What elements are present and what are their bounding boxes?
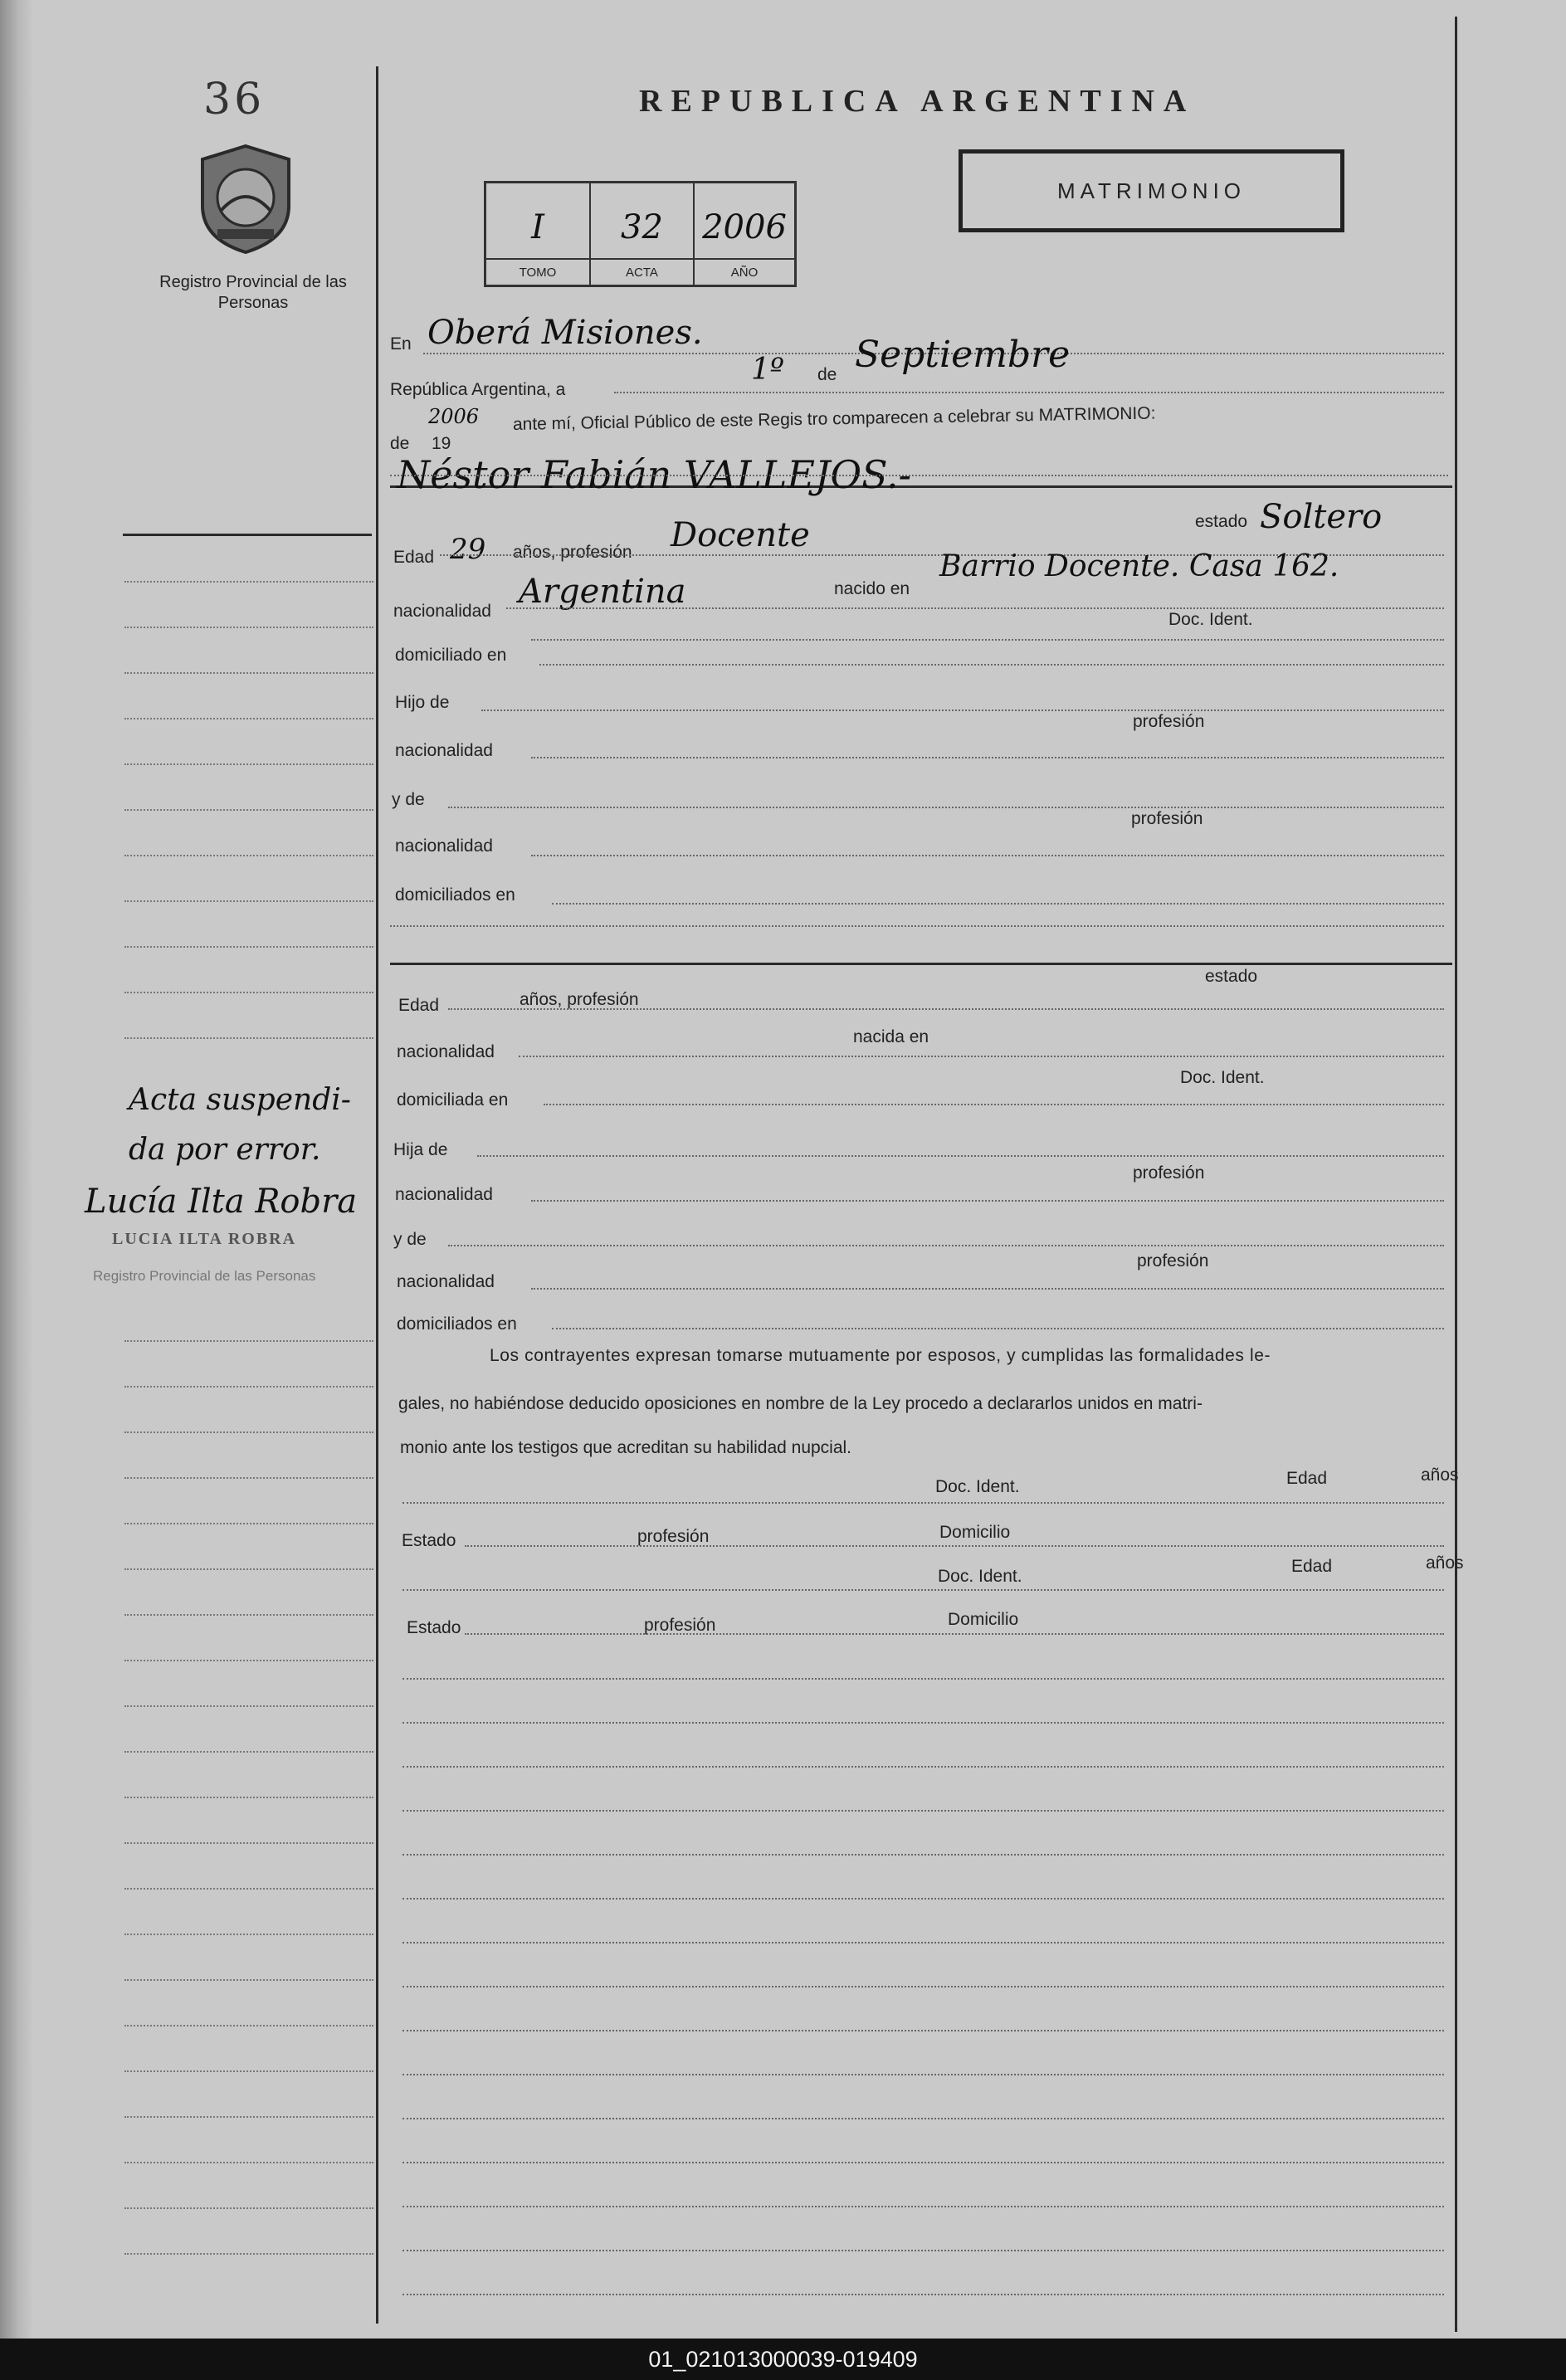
declaration-line-2: gales, no habiéndose deducido oposiciones en nombre de la Ley procedo a declararlos unidos en matri- <box>398 1394 1203 1413</box>
margin-line <box>124 1797 373 1798</box>
margin-line <box>124 2070 373 2072</box>
margin-note-line-1: Acta suspendi- <box>129 1083 351 1117</box>
page-number: 36 <box>203 75 266 124</box>
place-value: Oberá Misiones. <box>427 314 703 352</box>
margin-line <box>124 718 373 719</box>
groom-domiciliado-label: domiciliado en <box>395 646 507 665</box>
bride-nat3-line <box>531 1288 1444 1290</box>
margin-line <box>124 1037 373 1039</box>
right-border <box>1455 17 1457 2332</box>
tomo-cell <box>486 183 591 285</box>
bride-profesion-label: profesión <box>1133 1163 1205 1183</box>
binding-edge <box>0 0 32 2339</box>
blank-line <box>402 2250 1444 2251</box>
witness2-line <box>402 1589 1444 1591</box>
margin-line <box>124 946 373 948</box>
registry-name: Registro Provincial de las Personas <box>159 273 347 312</box>
record-type-box <box>959 149 1344 232</box>
witness2-anos-label: años <box>1426 1553 1464 1573</box>
groom-dom-line <box>539 664 1444 666</box>
bride-yde-line <box>448 1245 1444 1246</box>
groom-edad-label: Edad <box>393 548 435 567</box>
groom-doc-label: Doc. Ident. <box>1168 610 1253 629</box>
margin-line <box>124 1386 373 1388</box>
margin-line <box>124 1842 373 1844</box>
bride-nat-line <box>519 1056 1444 1057</box>
tomo-value: I <box>531 208 544 246</box>
bride-yde-label: y de <box>393 1230 427 1249</box>
margin-line <box>124 763 373 765</box>
name-line <box>390 475 1448 476</box>
blank-line <box>402 1678 1444 1680</box>
groom-birthplace: Barrio Docente. Casa 162. <box>939 549 1339 583</box>
acta-value: 32 <box>621 208 663 246</box>
de-label: de <box>817 365 837 384</box>
anio-value: 2006 <box>702 208 787 246</box>
margin-line <box>124 1888 373 1890</box>
margin-line <box>124 1934 373 1935</box>
groom-yde-line <box>448 807 1444 808</box>
margin-line <box>124 2025 373 2026</box>
registry-numbers-box <box>484 181 797 287</box>
margin-line <box>124 1979 373 1981</box>
margin-line <box>124 900 373 902</box>
blank-line <box>402 1942 1444 1944</box>
scan-id: 01_021013000039-019409 <box>648 2346 918 2372</box>
witness1-doc-label: Doc. Ident. <box>935 1477 1020 1496</box>
groom-nacido-label: nacido en <box>834 579 910 598</box>
margin-line <box>124 1705 373 1707</box>
margin-line <box>124 581 373 583</box>
groom-domiciliados-line <box>552 903 1444 905</box>
witness2-edad-label: Edad <box>1291 1557 1333 1576</box>
margin-line <box>124 2162 373 2163</box>
witness1-line-2 <box>465 1545 1444 1547</box>
margin-line <box>124 2116 373 2118</box>
bride-section-rule <box>390 963 1452 965</box>
margin-signature: Lucía Ilta Robra <box>85 1183 358 1221</box>
blank-line <box>402 1854 1444 1856</box>
margin-line <box>124 855 373 856</box>
year-printed: 19 <box>432 434 451 453</box>
bride-age-line <box>448 1008 1444 1010</box>
month-value: Septiembre <box>855 334 1071 376</box>
witness1-estado-label: Estado <box>402 1531 456 1550</box>
left-header-rule <box>123 534 372 536</box>
witness2-domicilio-label: Domicilio <box>948 1610 1019 1629</box>
margin-line <box>124 672 373 674</box>
en-label: En <box>390 334 412 354</box>
scan-id-footer <box>0 2339 1566 2380</box>
bride-nat2-line <box>531 1200 1444 1202</box>
bride-dom-line <box>544 1104 1444 1105</box>
declaration-line-3: monio ante los testigos que acreditan su habilidad nupcial. <box>400 1438 852 1457</box>
bride-edad-label: Edad <box>398 996 440 1015</box>
margin-line <box>124 1431 373 1433</box>
blank-line <box>402 1810 1444 1812</box>
margin-line <box>124 2253 373 2255</box>
stamp-name: LUCIA ILTA ROBRA <box>112 1230 297 1248</box>
bride-domiciliados-line <box>552 1328 1444 1329</box>
bride-hija-line <box>477 1155 1444 1157</box>
groom-hijo-label: Hijo de <box>395 693 450 712</box>
blank-line <box>402 2294 1444 2295</box>
groom-nat2-line <box>531 757 1444 758</box>
groom-nat3-line <box>531 855 1444 856</box>
groom-profesion2-label: profesión <box>1131 809 1203 828</box>
groom-age: 29 <box>450 533 486 566</box>
groom-nationality: Argentina <box>519 573 686 611</box>
groom-profesion-label: profesión <box>1133 712 1205 731</box>
acta-cell <box>591 183 695 285</box>
groom-nat-line <box>506 607 1444 609</box>
margin-line <box>124 992 373 993</box>
bride-domiciliada-label: domiciliada en <box>397 1090 509 1110</box>
bride-doc-label: Doc. Ident. <box>1180 1068 1265 1087</box>
blank-line <box>402 1986 1444 1987</box>
margin-line <box>124 1751 373 1753</box>
margin-line <box>124 809 373 811</box>
anio-label: AÑO <box>730 266 759 280</box>
statement-text: ante mí, Oficial Público de este Regis tro comparecen a celebrar su MATRIMONIO: <box>512 403 1156 434</box>
date-line <box>614 392 1444 393</box>
witness1-line <box>402 1502 1444 1504</box>
blank-line <box>402 2030 1444 2031</box>
witness1-domicilio-label: Domicilio <box>939 1523 1011 1542</box>
margin-note-line-2: da por error. <box>129 1133 321 1167</box>
anio-cell <box>695 183 794 285</box>
blank-line <box>402 2118 1444 2119</box>
bride-anos-profesion-label: años, profesión <box>520 990 639 1009</box>
margin-line <box>124 1477 373 1479</box>
witness1-edad-label: Edad <box>1286 1469 1328 1488</box>
republica-label: República Argentina, a <box>390 380 566 399</box>
groom-name: Néstor Fabián VALLEJOS.- <box>397 452 912 497</box>
margin-line <box>124 1568 373 1570</box>
margin-line <box>124 2207 373 2209</box>
margin-line <box>124 627 373 628</box>
groom-nacionalidad3-label: nacionalidad <box>395 836 493 856</box>
bride-profesion2-label: profesión <box>1137 1251 1209 1270</box>
provincial-seal <box>193 141 299 257</box>
acta-label: ACTA <box>626 266 658 280</box>
blank-line <box>402 1722 1444 1724</box>
bride-nacida-label: nacida en <box>853 1027 929 1046</box>
groom-estado: Soltero <box>1260 498 1383 536</box>
margin-line <box>124 1340 373 1342</box>
left-column-divider <box>376 66 378 2324</box>
groom-yde-label: y de <box>392 790 425 809</box>
margin-line <box>124 1660 373 1661</box>
day-value: 1º <box>751 353 784 387</box>
groom-domiciliados-label: domiciliados en <box>395 885 515 905</box>
witness2-estado-label: Estado <box>407 1618 461 1637</box>
bride-domiciliados-label: domiciliados en <box>397 1314 517 1334</box>
groom-estado-label: estado <box>1195 512 1248 531</box>
witness1-profesion-label: profesión <box>637 1527 710 1546</box>
country-title: REPUBLICA ARGENTINA <box>639 84 1196 119</box>
groom-anos-profesion-label: años, profesión <box>513 543 632 562</box>
blank-line <box>402 2206 1444 2207</box>
witness2-line-2 <box>465 1633 1444 1635</box>
witness2-doc-label: Doc. Ident. <box>938 1567 1022 1586</box>
groom-profession: Docente <box>671 516 810 554</box>
margin-line <box>124 1614 373 1616</box>
declaration-line-1: Los contrayentes expresan tomarse mutuamente por esposos, y cumplidas las formalidades le- <box>490 1346 1271 1365</box>
groom-nacionalidad2-label: nacionalidad <box>395 741 493 760</box>
witness2-profesion-label: profesión <box>644 1616 716 1635</box>
bride-hija-label: Hija de <box>393 1140 448 1159</box>
blank-line <box>402 1898 1444 1900</box>
bride-nacionalidad-label: nacionalidad <box>397 1042 495 1061</box>
record-type-label: MATRIMONIO <box>1056 178 1246 203</box>
groom-nacionalidad-label: nacionalidad <box>393 602 491 621</box>
bride-estado-label: estado <box>1205 967 1258 986</box>
tomo-label: TOMO <box>519 266 557 280</box>
blank-line <box>402 2162 1444 2163</box>
margin-line <box>124 1523 373 1524</box>
stamp-subtitle: Registro Provincial de las Personas <box>93 1268 316 1284</box>
bride-nacionalidad2-label: nacionalidad <box>395 1185 493 1204</box>
blank-line <box>402 1766 1444 1768</box>
groom-hijo-line <box>481 710 1444 711</box>
bride-nacionalidad3-label: nacionalidad <box>397 1272 495 1291</box>
de-year-label: de <box>390 434 410 453</box>
groom-doc-line <box>531 639 1444 641</box>
blank-line <box>402 2074 1444 2075</box>
year-written: 2006 <box>428 405 480 428</box>
witness1-anos-label: años <box>1421 1466 1459 1485</box>
groom-extra-line <box>390 925 1444 927</box>
